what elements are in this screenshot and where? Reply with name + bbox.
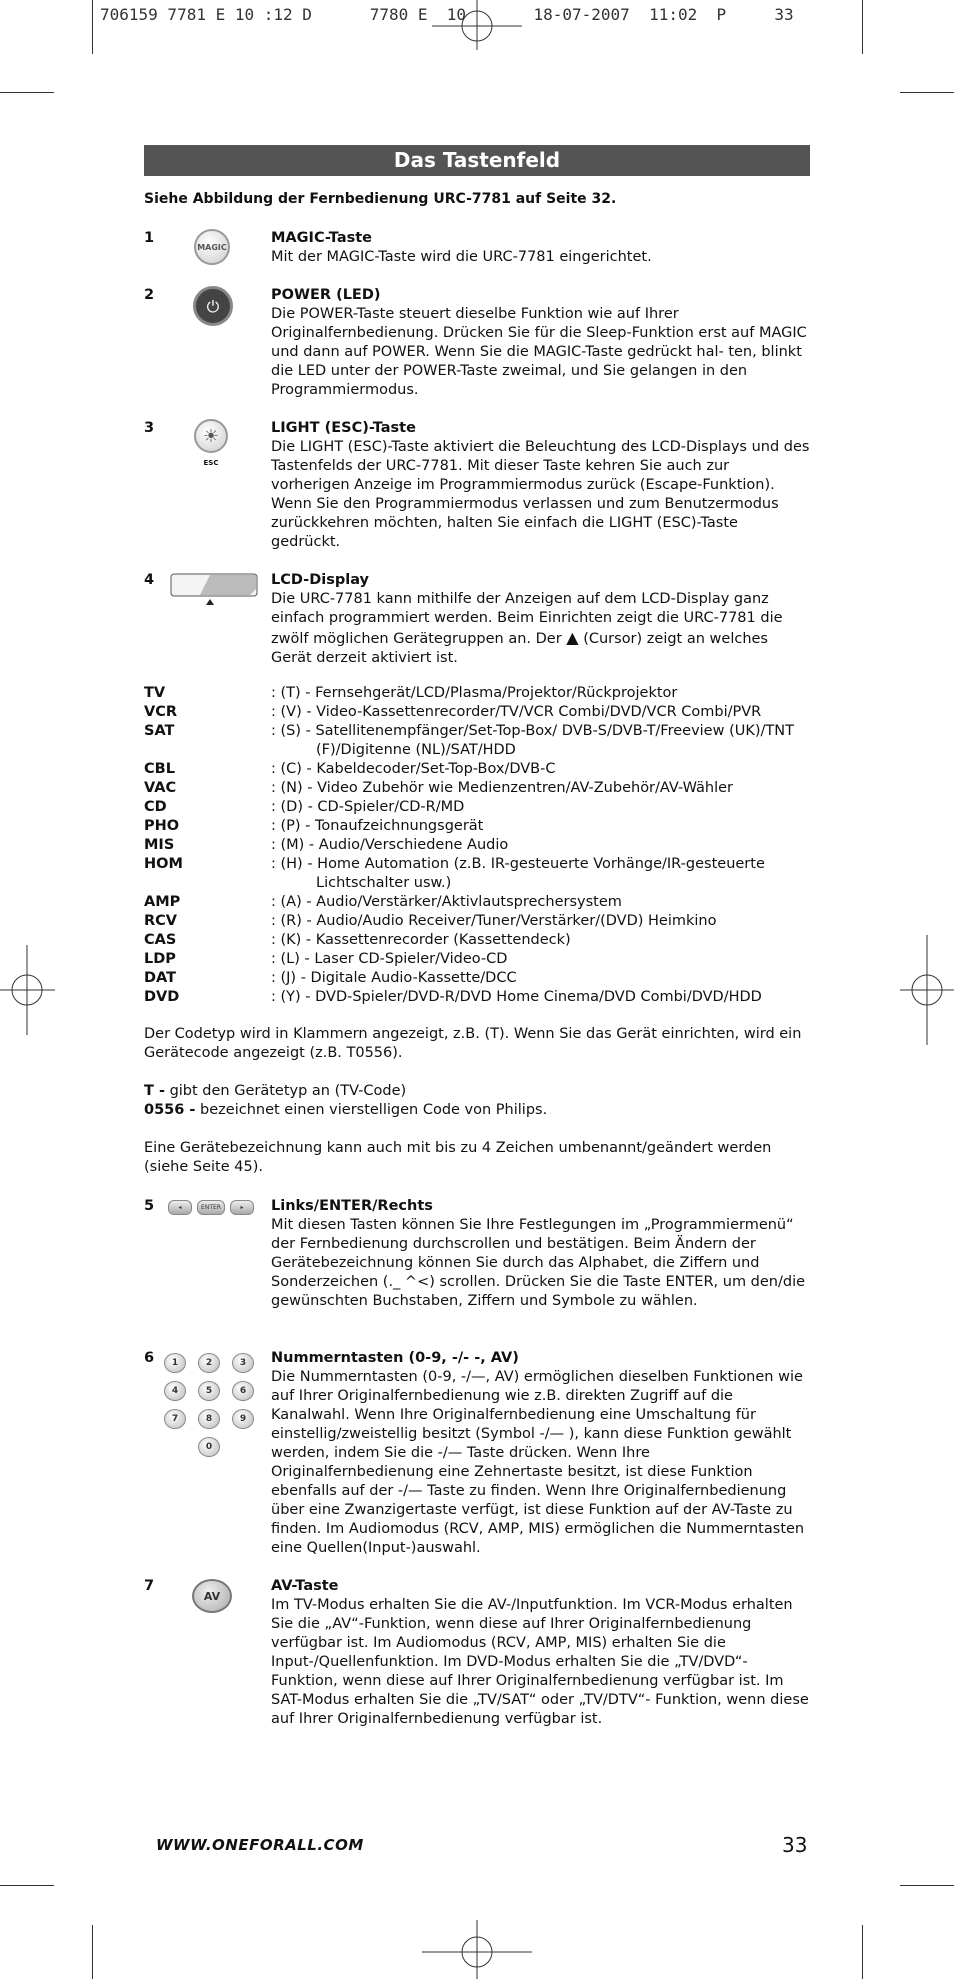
item-number: 5 (144, 1198, 155, 1214)
print-date: 18-07-2007 11:02 P (533, 5, 727, 24)
device-code: TV (144, 685, 166, 701)
key-3-icon: 3 (232, 1353, 254, 1373)
device-description: : (H) - Home Automation (z.B. IR-gesteuerte Vorhänge/IR-gesteuerte Lichtschalter usw.) (271, 856, 765, 891)
item-body: Die Nummerntasten (0-9, -/—, AV) ermöglichen dieselben Funktionen wie auf Ihrer Originalfernbedienung wie z.B. direkten Zugriff auf die Kanalwahl. Wenn Ihre Originalfernbedienung eine Umschaltung für einstellig/zweistellig besitzt (Symbol -/— ), kann diese Funktion gewählt werden, indem Sie die -/— Taste drücken. Wenn Ihre Originalfernbedienung eine Zehnertaste besitzt, ist diese Funktion ebenfalls auf der -/— Taste zu finden. Wenn Ihre Originalfernbedienung über eine Zwanzigertaste verfügt, ist diese Funktion auf der AV-Taste zu finden. Im Audiomodus (RCV, AMP, MIS) ermöglichen die Nummerntasten eine Quellen(Input-)auswahl. (271, 1369, 805, 1556)
rename-note (144, 1139, 810, 1177)
item-heading: POWER (LED) (271, 287, 381, 303)
registration-mark-left (0, 945, 55, 1035)
item-body (271, 590, 811, 668)
code-note-text: Der Codetyp wird in Klammern angezeigt, z.B. (T). Wenn Sie das Gerät einrichten, wird ein Gerätecode angezeigt (z.B. T0556). (144, 1026, 802, 1061)
device-description: : (C) - Kabeldecoder/Set-Top-Box/DVB-C (271, 761, 556, 777)
item-heading: AV-Taste (271, 1578, 339, 1594)
item-number: 7 (144, 1578, 155, 1594)
number-keys-icon (164, 1353, 260, 1457)
device-description: : (V) - Video-Kassettenrecorder/TV/VCR Combi/DVD/VCR Combi/PVR (271, 704, 762, 720)
right-arrow-button-icon: ▸ (230, 1200, 254, 1215)
device-code: RCV (144, 913, 178, 929)
device-row (144, 855, 810, 893)
item-body-start: Die URC-7781 kann mithilfe der Anzeigen auf dem LCD-Display ganz einfach programmiert werden. Beim Einrichten zeigt die URC-7781 die zwölf möglichen Gerätegruppen an. Der (271, 591, 783, 647)
code-note (144, 1025, 810, 1063)
code-t-text: gibt den Gerätetyp an (TV-Code) (169, 1083, 407, 1099)
device-row (144, 893, 810, 912)
key-0-icon: 0 (198, 1437, 220, 1457)
crop-mark-left-top (0, 92, 54, 93)
device-row (144, 950, 810, 969)
device-code: PHO (144, 818, 180, 834)
key-4-icon: 4 (164, 1381, 186, 1401)
light-sun-icon: ☀ (194, 419, 228, 453)
device-description: : (D) - CD-Spieler/CD-R/MD (271, 799, 465, 815)
item-body: Die LIGHT (ESC)-Taste aktiviert die Beleuchtung des LCD-Displays und des Tastenfelds der URC-7781. Mit dieser Taste kehren Sie auch zur vorherigen Anzeige im Programmiermodus zurück (Escape-Funktion). Wenn Sie den Programmiermodus verlassen und zum Benutzermodus zurückkehren möchten, halten Sie einfach die LIGHT (ESC)-Taste gedrückt. (271, 439, 810, 550)
device-type-list (144, 684, 810, 1007)
item-heading: LIGHT (ESC)-Taste (271, 420, 416, 436)
device-code: DAT (144, 970, 177, 986)
item-number: 1 (144, 230, 155, 246)
device-description: : (N) - Video Zubehör wie Medienzentren/AV-Zubehör/AV-Wähler (271, 780, 734, 796)
power-button-icon (193, 286, 233, 326)
item-body: Im TV-Modus erhalten Sie die AV-/Inputfunktion. Im VCR-Modus erhalten Sie die „AV“-Funktion, wenn diese auf Ihrer Originalfernbedienung verfügbar ist. Im Audiomodus (RCV, AMP, MIS) erhalten Sie die Input-/Quellenfunktion. Im DVD-Modus erhalten Sie die „TV/DVD“-Funktion, wenn diese auf Ihrer Originalfernbedienung verfügbar ist. Im SAT-Modus erhalten Sie die „TV/SAT“ oder „TV/DTV“- Funktion, wenn diese auf Ihrer Originalfernbedienung verfügbar ist. (271, 1597, 809, 1727)
key-1-icon: 1 (164, 1353, 186, 1373)
device-row (144, 798, 810, 817)
key-2-icon: 2 (198, 1353, 220, 1373)
device-row (144, 703, 810, 722)
item-heading: Nummerntasten (0-9, -/- -, AV) (271, 1350, 519, 1366)
device-description: : (Y) - DVD-Spieler/DVD-R/DVD Home Cinema/DVD Combi/DVD/HDD (271, 989, 762, 1005)
rename-note-text: Eine Gerätebezeichnung kann auch mit bis zu 4 Zeichen umbenannt/geändert werden (siehe Seite 45). (144, 1140, 772, 1175)
device-description: : (L) - Laser CD-Spieler/Video-CD (271, 951, 508, 967)
item-number: 6 (144, 1350, 155, 1366)
crop-mark-top-right (862, 0, 863, 54)
left-arrow-button-icon: ◂ (168, 1200, 192, 1215)
registration-mark-right (900, 935, 954, 1045)
crop-mark-right-top (900, 92, 954, 93)
light-esc-button-icon (194, 419, 228, 473)
device-code: DVD (144, 989, 180, 1005)
crop-mark-top-left (92, 0, 93, 54)
magic-button-icon (194, 229, 230, 265)
item-number: 3 (144, 420, 155, 436)
key-5-icon: 5 (198, 1381, 220, 1401)
device-code: VAC (144, 780, 177, 796)
code-t-label: T - (144, 1083, 165, 1099)
crop-mark-bottom-left (92, 1925, 93, 1979)
av-button-icon (192, 1579, 232, 1613)
device-description: : (S) - Satellitenempfänger/Set-Top-Box/ DVB-S/DVB-T/Freeview (UK)/TNT (F)/Digitenne (NL)/SAT/HDD (271, 723, 794, 758)
device-description: : (J) - Digitale Audio-Kassette/DCC (271, 970, 517, 986)
crop-mark-bottom-right (862, 1925, 863, 1979)
device-code: LDP (144, 951, 176, 967)
device-row (144, 931, 810, 950)
device-code: VCR (144, 704, 178, 720)
key-8-icon: 8 (198, 1409, 220, 1429)
print-page: 33 (774, 5, 794, 24)
av-button-label: AV (192, 1579, 232, 1613)
left-enter-right-buttons-icon (168, 1200, 254, 1215)
enter-button-icon: ENTER (197, 1200, 225, 1215)
cursor-triangle-icon: ▲ (566, 628, 579, 647)
device-code: CD (144, 799, 167, 815)
key-6-icon: 6 (232, 1381, 254, 1401)
registration-mark-top (432, 0, 522, 50)
item-body: Die POWER-Taste steuert dieselbe Funktion wie auf Ihrer Originalfernbedienung. Drücken Sie für die Sleep-Funktion erst auf MAGIC und dann auf POWER. Wenn Sie die MAGIC-Taste gedrückt hal- ten, blinkt die LED unter der POWER-Taste zweimal, und Sie gelangen in den Programmiermodus. (271, 306, 807, 398)
device-row (144, 912, 810, 931)
device-row (144, 988, 810, 1007)
device-code: CBL (144, 761, 175, 777)
device-row (144, 760, 810, 779)
device-description: : (A) - Audio/Verstärker/Aktivlautsprechersystem (271, 894, 622, 910)
device-code: MIS (144, 837, 175, 853)
crop-mark-left-bottom (0, 1885, 54, 1886)
key-7-icon: 7 (164, 1409, 186, 1429)
device-row (144, 817, 810, 836)
device-description: : (R) - Audio/Audio Receiver/Tuner/Verstärker/(DVD) Heimkino (271, 913, 717, 929)
item-heading: Links/ENTER/Rechts (271, 1198, 433, 1214)
device-row (144, 684, 810, 703)
print-job-id: 706159 7781 E 10 :12 D (100, 5, 312, 24)
magic-button-label: MAGIC (194, 229, 230, 265)
page-number: 33 (782, 1833, 808, 1857)
item-body-end: (Cursor) zeigt an welches Gerät derzeit aktiviert ist. (271, 631, 768, 666)
code-legend (144, 1082, 810, 1120)
page-subtitle: Siehe Abbildung der Fernbedienung URC-7781 auf Seite 32. (144, 191, 617, 207)
print-job-ref: 7780 E 10 (369, 5, 467, 24)
page-title: Das Tastenfeld (144, 145, 810, 176)
device-description: : (M) - Audio/Verschiedene Audio (271, 837, 509, 853)
item-number: 2 (144, 287, 155, 303)
item-heading: MAGIC-Taste (271, 230, 373, 246)
code-0556-label: 0556 - (144, 1102, 196, 1118)
key-9-icon: 9 (232, 1409, 254, 1429)
power-symbol: ⏻ (193, 286, 233, 326)
crop-mark-right-bottom (900, 1885, 954, 1886)
device-code: AMP (144, 894, 181, 910)
device-description: : (K) - Kassettenrecorder (Kassettendeck) (271, 932, 571, 948)
item-body: Mit diesen Tasten können Sie Ihre Festlegungen im „Programmiermenü“ der Fernbedienung durchscrollen und bestätigen. Beim Ändern der Gerätebezeichnung können Sie durch das Alphabet, die Ziffern und Sonderzeichen (._ ^<) scrollen. Drücken Sie die Taste ENTER, um den/die gewünschten Buchstaben, Ziffern und Symbole zu wählen. (271, 1217, 806, 1309)
device-row (144, 779, 810, 798)
device-code: SAT (144, 723, 175, 739)
registration-mark-bottom (422, 1920, 532, 1979)
device-row (144, 722, 810, 760)
lcd-display-icon (170, 573, 260, 613)
device-description: : (T) - Fernsehgerät/LCD/Plasma/Projektor/Rückprojektor (271, 685, 678, 701)
device-row (144, 836, 810, 855)
esc-label: ESC (203, 459, 219, 467)
device-description: : (P) - Tonaufzeichnungsgerät (271, 818, 484, 834)
device-code: HOM (144, 856, 183, 872)
device-code: CAS (144, 932, 177, 948)
item-number: 4 (144, 572, 155, 588)
device-row (144, 969, 810, 988)
item-body: Mit der MAGIC-Taste wird die URC-7781 eingerichtet. (271, 249, 652, 265)
code-0556-text: bezeichnet einen vierstelligen Code von Philips. (200, 1102, 548, 1118)
item-heading: LCD-Display (271, 572, 369, 588)
footer-url[interactable]: WWW.ONEFORALL.COM (156, 1836, 364, 1854)
